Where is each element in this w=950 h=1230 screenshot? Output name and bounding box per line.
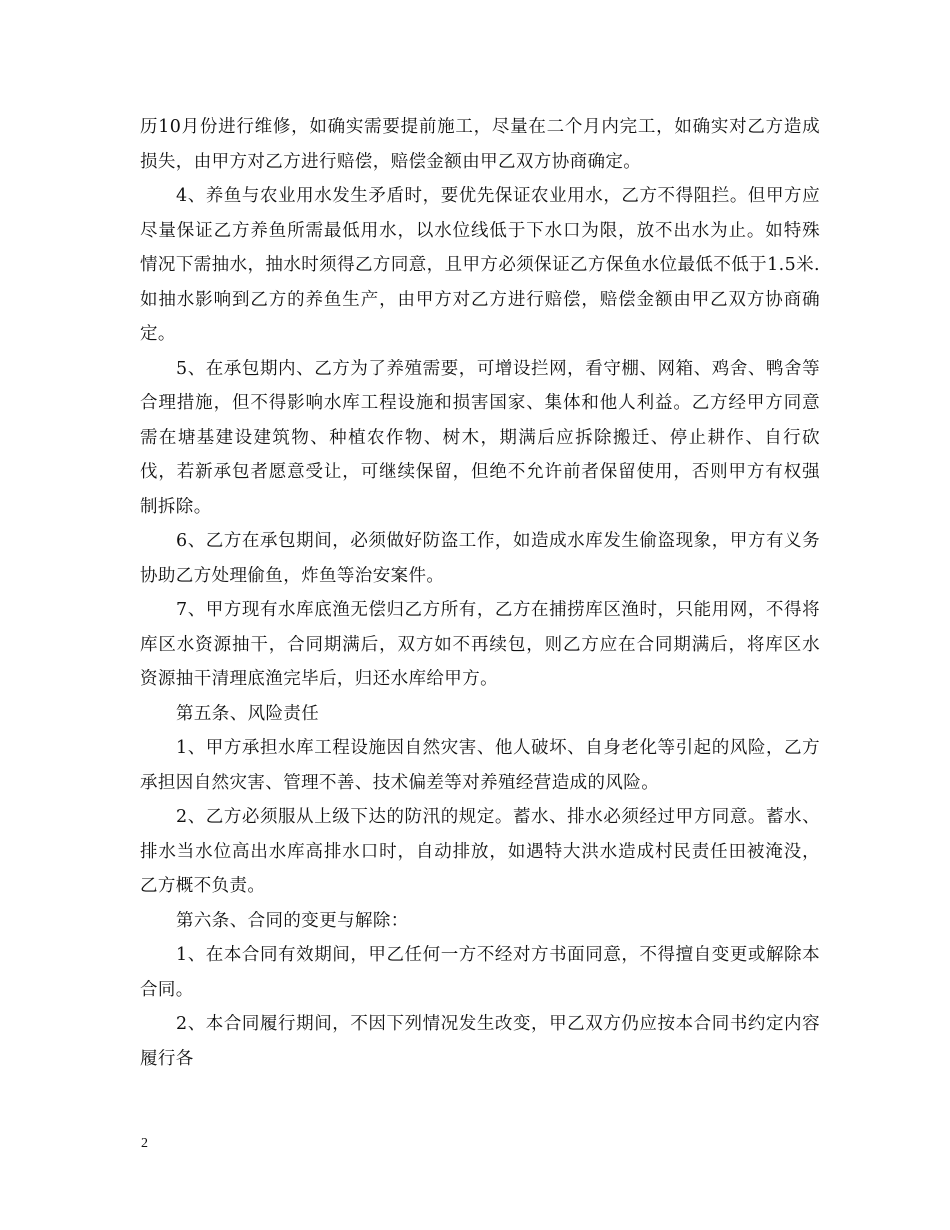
paragraph-item-4: 4、养鱼与农业用水发生矛盾时，要优先保证农业用水，乙方不得阻拦。但甲方应尽量保证乙方养鱼所需最低用水，以水位线低于下水口为限，放不出水为止。如特殊情况下需抽水，抽水时须得乙方同意，且甲方必须保证乙方保鱼水位最低不低于1.5米. 如抽水影响到乙方的养鱼生产，由甲方对乙方进行赔偿，赔偿金额由甲乙双方协商确定。	[140, 186, 820, 344]
section-heading-article-5: 第五条、风险责任	[176, 703, 320, 724]
paragraph-item-6: 6、乙方在承包期间，必须做好防盗工作，如造成水库发生偷盗现象，甲方有义务协助乙方处理偷鱼，炸鱼等治安案件。	[140, 531, 820, 586]
paragraph-item-5: 5、在承包期内、乙方为了养殖需要，可增设拦网，看守棚、网箱、鸡舍、鸭舍等合理措施，但不得影响水库工程设施和损害国家、集体和他人利益。乙方经甲方同意需在塘基建设建筑物、种植农作物、树木，期满后应拆除搬迁、停止耕作、自行砍伐，若新承包者愿意受让，可继续保留，但绝不允许前者保留使用，否则甲方有权强制拆除。	[140, 358, 820, 517]
page-number: 2	[141, 1136, 148, 1151]
paragraph-continuation: 历10月份进行维修，如确实需要提前施工，尽量在二个月内完工，如确实对乙方造成损失，由甲方对乙方进行赔偿，赔偿金额由甲乙双方协商确定。	[140, 117, 820, 172]
paragraph-change-2: 2、本合同履行期间，不因下列情况发生改变，甲乙双方仍应按本合同书约定内容履行各	[140, 1014, 820, 1069]
paragraph-risk-2: 2、乙方必须服从上级下达的防汛的规定。蓄水、排水必须经过甲方同意。蓄水、排水当水位高出水库高排水口时，自动排放，如遇特大洪水造成村民责任田被淹没，乙方概不负责。	[140, 807, 820, 896]
paragraph-risk-1: 1、甲方承担水库工程设施因自然灾害、他人破坏、自身老化等引起的风险，乙方承担因自然灾害、管理不善、技术偏差等对养殖经营造成的风险。	[140, 738, 820, 793]
section-heading-article-6: 第六条、合同的变更与解除：	[176, 910, 409, 931]
paragraph-change-1: 1、在本合同有效期间，甲乙任何一方不经对方书面同意，不得擅自变更或解除本合同。	[140, 945, 820, 1000]
document-body	[140, 110, 820, 1076]
paragraph-item-7: 7、甲方现有水库底渔无偿归乙方所有，乙方在捕捞库区渔时，只能用网，不得将库区水资源抽干，合同期满后，双方如不再续包，则乙方应在合同期满后，将库区水资源抽干清理底渔完毕后，归还水库给甲方。	[140, 600, 820, 689]
